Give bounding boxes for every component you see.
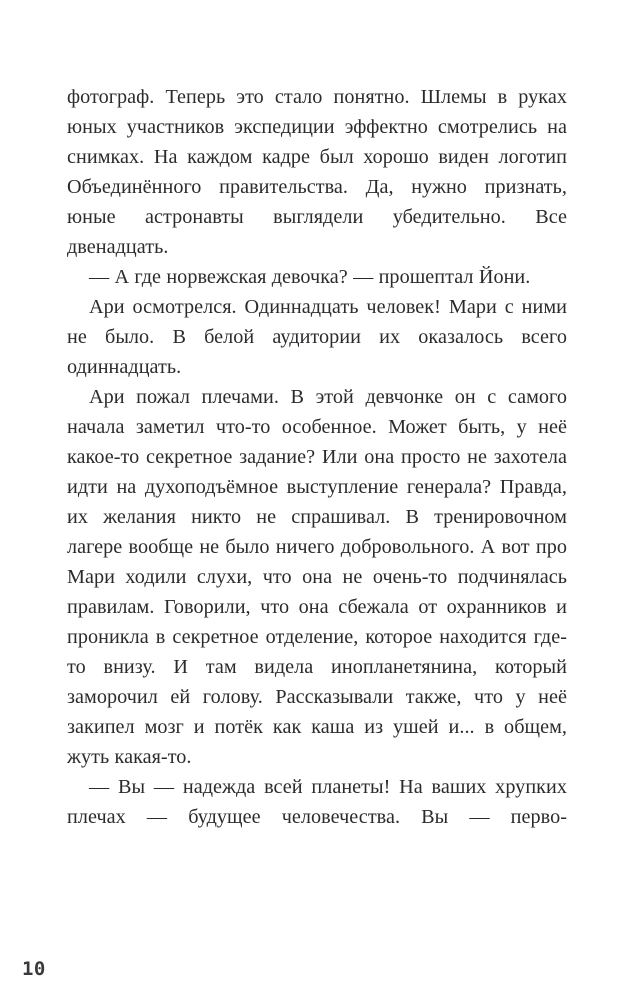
paragraph-4: Ари пожал плечами. В этой девчонке он с самого начала заметил что-то особенное. Может быть, у неё какое-то секретное задание? Или она просто не захотела идти на духоподъёмное выступление генерала? Правда, их желания никто не спрашивал. В тренировочном лагере вообще не было ничего добровольного. А вот про Мари ходили слухи, что она не очень-то подчинялась правилам. Говорили, что она сбежала от охранников и проникла в секретное отделение, которое находится где-то внизу. И там видела инопланетянина, который заморочил ей голову. Рассказывали также, что у неё закипел мозг и потёк как каша из ушей и... в общем, жуть какая-то. [67,386,567,768]
paragraph-1: фотограф. Теперь это стало понятно. Шлемы в руках юных участников экспедиции эффектно смотрелись на снимках. На каждом кадре был хорошо виден логотип Объединённого правительства. Да, нужно признать, юные астронавты выглядели убедительно. Все двенадцать. [67,86,567,258]
page-text-column [67,82,567,862]
paragraph-5-dialogue: — Вы — надежда всей планеты! На ваших хрупких плечах — будущее человечества. Вы — перво- [67,776,567,828]
paragraph-3: Ари осмотрелся. Одиннадцать человек! Мари с ними не было. В белой аудитории их оказалось всего одиннадцать. [67,296,567,378]
page-number: 10 [22,958,46,980]
paragraph-2-dialogue: — А где норвежская девочка? — прошептал Йони. [89,266,531,288]
